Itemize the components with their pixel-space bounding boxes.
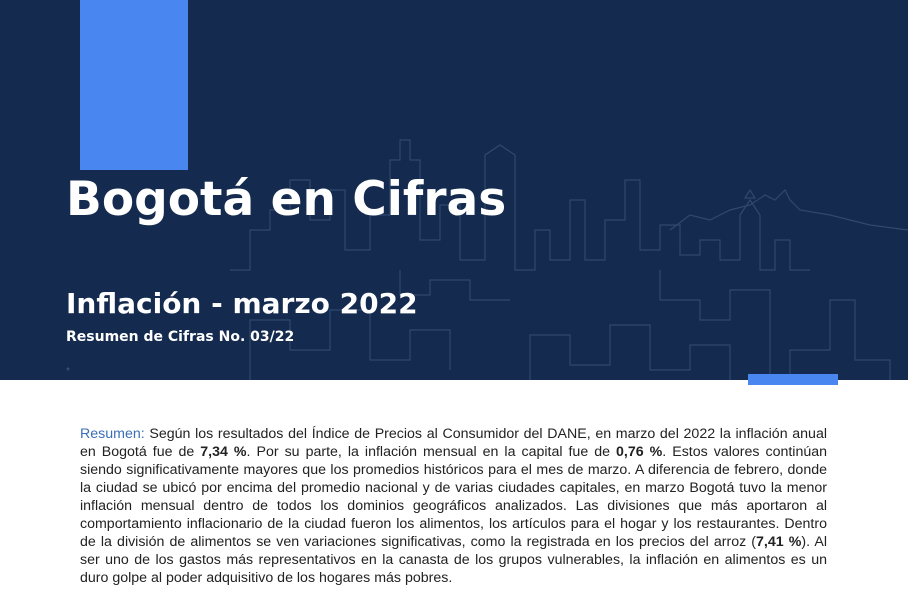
series-number: Resumen de Cifras No. 03/22 [66, 329, 295, 345]
monthly-inflation-value: 0,76 % [616, 444, 663, 460]
summary-text-4: ). Al ser uno de los gastos más representativos en la canasta de los grupos vulnerables, la inflación en alimentos es un duro golpe al poder adquisitivo de los hogares más pobres. [80, 534, 827, 586]
summary-label: Resumen: [80, 426, 145, 442]
rice-price-value: 7,41 % [756, 534, 802, 550]
page-subtitle: Inflación - marzo 2022 [66, 287, 418, 320]
accent-bar-bottom [748, 374, 838, 385]
annual-inflation-value: 7,34 % [200, 444, 247, 460]
city-skyline-illustration [230, 120, 908, 380]
accent-block-top [80, 0, 188, 170]
summary-text-3: . Estos valores continúan siendo significativamente mayores que los promedios históricos para el mes de marzo. A diferencia de febrero, donde la ciudad se ubicó por encima del promedio nacional y de varias ciudades capitales, en marzo Bogotá tuvo la menor inflación mensual dentro de todos los dominios geográficos analizados. Las divisiones que más aportaron al comportamiento inflacionario de la ciudad fueron los alimentos, los artículos para el hogar y los restaurantes. Dentro de la división de alimentos se ven variaciones significativas, como la registrada en los precios del arroz ( [80, 444, 828, 550]
page-title: Bogotá en Cifras [66, 172, 507, 227]
footnote-mark: * [66, 366, 70, 377]
summary-text-2: . Por su parte, la inflación mensual en la capital fue de [246, 444, 617, 460]
summary-text-1: Según los resultados del Índice de Precios al Consumidor del DANE, en marzo del 2022 la inflación anual en Bogotá fue de [80, 426, 827, 460]
summary-paragraph [80, 425, 827, 587]
